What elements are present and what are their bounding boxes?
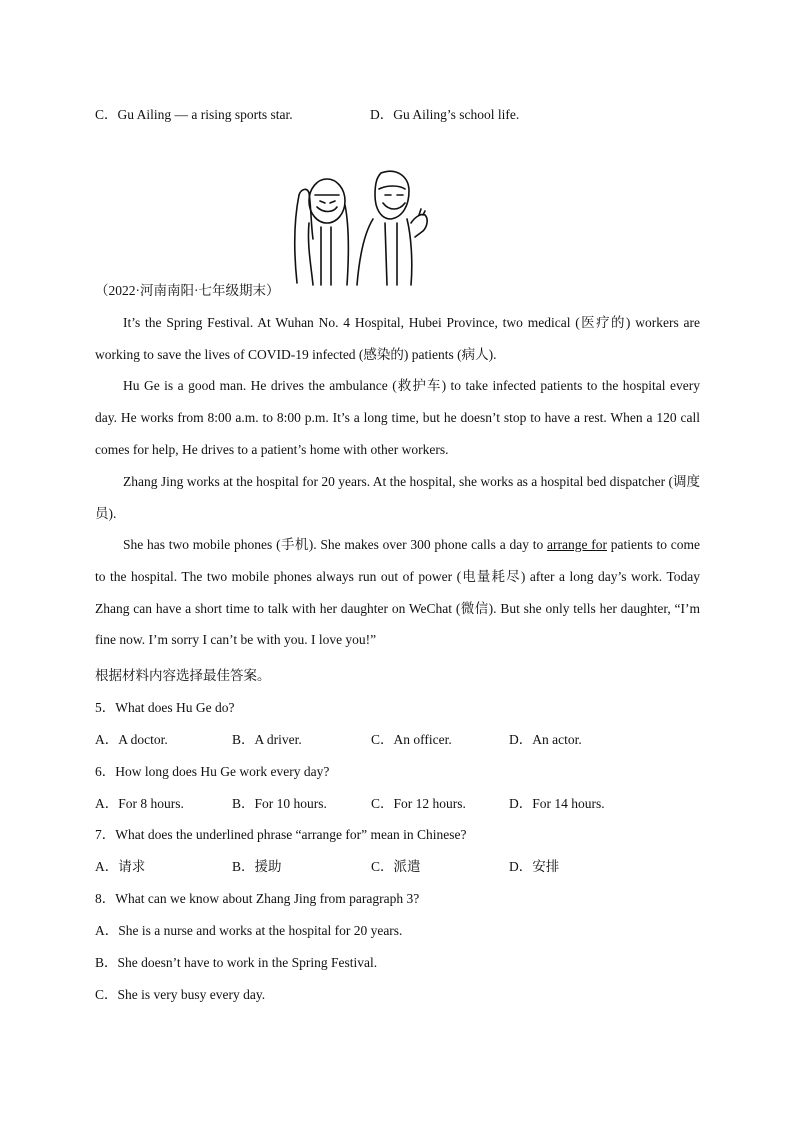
question-7-stem: 7．What does the underlined phrase “arrange for” mean in Chinese?	[95, 827, 467, 842]
passage-paragraph-4	[95, 529, 700, 656]
question-5-option-b[interactable]: B．A driver.	[232, 732, 302, 747]
prev-option-c: C．Gu Ailing — a rising sports star.	[95, 107, 293, 122]
source-label: （2022·河南南阳·七年级期末）	[95, 283, 280, 298]
underlined-phrase: arrange for	[546, 537, 607, 552]
question-6-option-b[interactable]: B．For 10 hours.	[232, 796, 327, 811]
passage-paragraph-2: Hu Ge is a good man. He drives the ambulance (救护车) to take infected patients to the hospital every day. He works from 8:00 a.m. to 8:00 p.m. It’s a long time, but he doesn’t stop to have a rest. When a 120 call comes for help, He drives to a patient’s home with other workers.	[95, 378, 700, 457]
question-6-stem: 6．How long does Hu Ge work every day?	[95, 764, 330, 779]
paragraph-4-text-end: patients to come to the hospital. The two mobile phones always run out of power (电量耗尽) after a long day’s work. Today Zhang can have a short time to talk with her daughter on WeChat (微信). But she only tells her daughter, “I’m fine now. I’m sorry I can’t be with you. I love you!”	[95, 537, 700, 648]
question-6-option-c[interactable]: C．For 12 hours.	[371, 796, 466, 811]
question-8-option-b[interactable]: B．She doesn’t have to work in the Spring Festival.	[95, 955, 378, 970]
question-6-option-d[interactable]: D．For 14 hours.	[509, 796, 605, 811]
question-5-option-a[interactable]: A．A doctor.	[95, 732, 168, 747]
question-8-stem: 8．What can we know about Zhang Jing from paragraph 3?	[95, 891, 420, 906]
passage-paragraph-1: It’s the Spring Festival. At Wuhan No. 4 Hospital, Hubei Province, two medical (医疗的) workers are working to save the lives of COVID-19 infected (感染的) patients (病人).	[95, 315, 700, 362]
prev-option-d: D．Gu Ailing’s school life.	[370, 107, 520, 122]
question-8-option-a[interactable]: A．She is a nurse and works at the hospital for 20 years.	[95, 923, 403, 938]
question-7-option-d[interactable]: D．安排	[509, 859, 560, 874]
instruction: 根据材料内容选择最佳答案。	[95, 668, 271, 683]
question-5-option-d[interactable]: D．An actor.	[509, 732, 582, 747]
question-5-stem: 5．What does Hu Ge do?	[95, 700, 235, 715]
question-7-option-b[interactable]: B．援助	[232, 859, 282, 874]
question-6-option-a[interactable]: A．For 8 hours.	[95, 796, 184, 811]
question-8-option-c[interactable]: C．She is very busy every day.	[95, 987, 266, 1002]
medical-workers-illustration	[287, 165, 433, 287]
paragraph-4-text-start: She has two mobile phones (手机). She makes over 300 phone calls a day to	[123, 537, 547, 552]
question-5-option-c[interactable]: C．An officer.	[371, 732, 452, 747]
question-7-option-a[interactable]: A．请求	[95, 859, 146, 874]
passage-paragraph-3: Zhang Jing works at the hospital for 20 years. At the hospital, she works as a hospital bed dispatcher (调度员).	[95, 474, 701, 521]
question-7-option-c[interactable]: C．派遣	[371, 859, 421, 874]
